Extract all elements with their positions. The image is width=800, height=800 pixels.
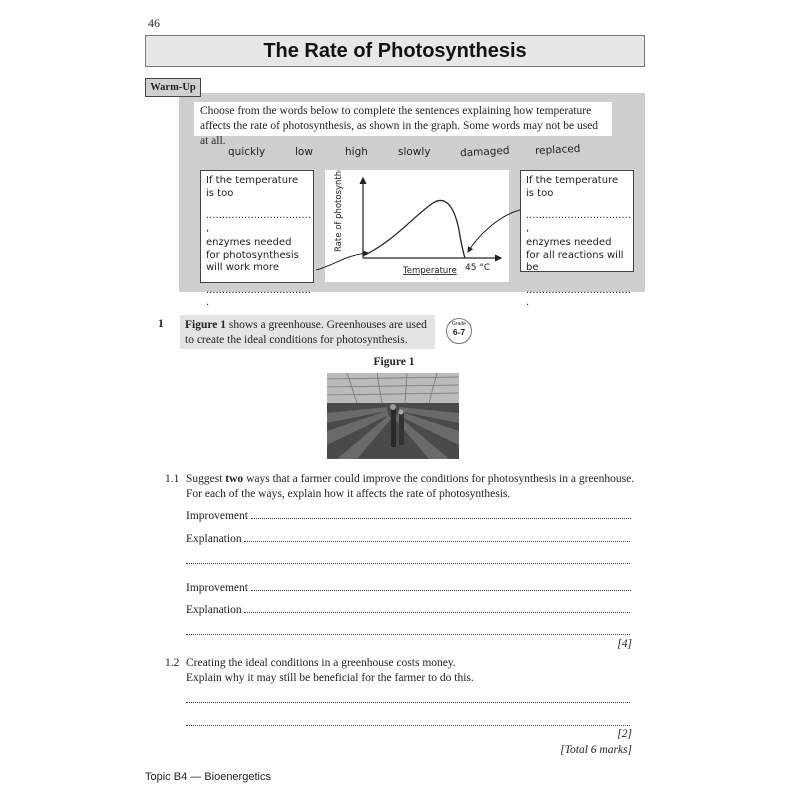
greenhouse-photo bbox=[327, 373, 459, 459]
word-option: replaced bbox=[534, 142, 581, 158]
graph-annotation: 45 °C bbox=[465, 263, 491, 273]
improvement-label: Improvement bbox=[186, 582, 248, 594]
text-part: ways that a farmer could improve the conditions for photosynthesis in a greenhouse. bbox=[243, 473, 635, 485]
explanation-label: Explanation bbox=[186, 533, 242, 545]
word-option: low bbox=[295, 146, 313, 158]
warmup-instruction: Choose from the words below to complete the sentences explaining how temperature affects the rate of photosynthesis, as shown in the graph. Some words may not be used at all. bbox=[194, 102, 612, 136]
blank-line[interactable]: ................................. , bbox=[206, 210, 311, 234]
blank-line[interactable]: ................................. , bbox=[526, 210, 631, 234]
word-option: high bbox=[345, 146, 368, 158]
figure-label: Figure 1 bbox=[373, 356, 415, 368]
figure-ref: Figure 1 bbox=[185, 319, 226, 331]
answer-dots[interactable] bbox=[244, 541, 630, 542]
subquestion-number: 1.2 bbox=[165, 657, 180, 669]
question-number: 1 bbox=[158, 318, 164, 330]
sentence-text: enzymes needed for photosynthesis will work more bbox=[206, 237, 299, 273]
answer-dots[interactable] bbox=[186, 634, 630, 635]
sentence-text: If the temperature is too bbox=[206, 175, 299, 199]
explanation-line-2[interactable] bbox=[186, 602, 632, 618]
text-bold: two bbox=[225, 473, 244, 485]
grade-badge bbox=[446, 318, 472, 344]
explanation-label: Explanation bbox=[186, 604, 242, 616]
improvement-line-2[interactable] bbox=[186, 580, 632, 596]
subquestion-text bbox=[186, 656, 636, 685]
answer-dots[interactable] bbox=[251, 518, 631, 519]
answer-dots[interactable] bbox=[244, 612, 630, 613]
question-intro-box bbox=[180, 315, 435, 349]
grade-label: Grade bbox=[452, 321, 466, 327]
total-marks: [Total 6 marks] bbox=[560, 744, 632, 756]
greenhouse-image bbox=[327, 373, 459, 459]
word-option: damaged bbox=[459, 144, 510, 160]
marks-1-2: [2] bbox=[617, 728, 632, 740]
improvement-label: Improvement bbox=[186, 510, 248, 522]
marks-1-1: [4] bbox=[617, 638, 632, 650]
word-option: slowly bbox=[398, 146, 431, 158]
question-intro: shows a greenhouse. Greenhouses are used to create the ideal conditions for photosynthesis. bbox=[185, 319, 427, 346]
text-part: Suggest bbox=[186, 473, 226, 485]
graph-xlabel: Temperature bbox=[403, 266, 457, 276]
text-part: Explain why it may still be beneficial for the farmer to do this. bbox=[186, 671, 474, 684]
warmup-tag: Warm-Up bbox=[145, 78, 201, 97]
blank-line[interactable]: ................................. . bbox=[526, 284, 631, 308]
page-title: The Rate of Photosynthesis bbox=[263, 39, 527, 62]
answer-dots[interactable] bbox=[186, 563, 630, 564]
subquestion-number: 1.1 bbox=[165, 473, 180, 485]
text-part: Creating the ideal conditions in a greenhouse costs money. bbox=[186, 657, 456, 669]
sentence-text: If the temperature is too bbox=[526, 175, 619, 199]
answer-line[interactable] bbox=[186, 692, 632, 708]
subquestion-text bbox=[186, 472, 636, 501]
sentence-text: enzymes needed for all reactions will be bbox=[526, 237, 624, 273]
grade-value: 6-7 bbox=[452, 327, 466, 337]
answer-line[interactable] bbox=[186, 553, 632, 569]
improvement-line-1[interactable] bbox=[186, 508, 632, 524]
graph-ylabel-line1: Rate of photosynthesis bbox=[334, 170, 344, 252]
text-part: For each of the ways, explain how it affects the rate of photosynthesis. bbox=[186, 487, 511, 500]
word-option: quickly bbox=[228, 146, 266, 158]
explanation-line-1[interactable] bbox=[186, 531, 632, 547]
left-arrow bbox=[316, 253, 368, 270]
blank-line[interactable]: ................................. . bbox=[206, 284, 311, 308]
page-number: 46 bbox=[148, 16, 160, 30]
answer-dots[interactable] bbox=[251, 590, 631, 591]
footer-topic: Topic B4 — Bioenergetics bbox=[145, 771, 271, 783]
answer-dots[interactable] bbox=[186, 702, 630, 703]
answer-dots[interactable] bbox=[186, 725, 630, 726]
right-arrow bbox=[468, 210, 520, 252]
